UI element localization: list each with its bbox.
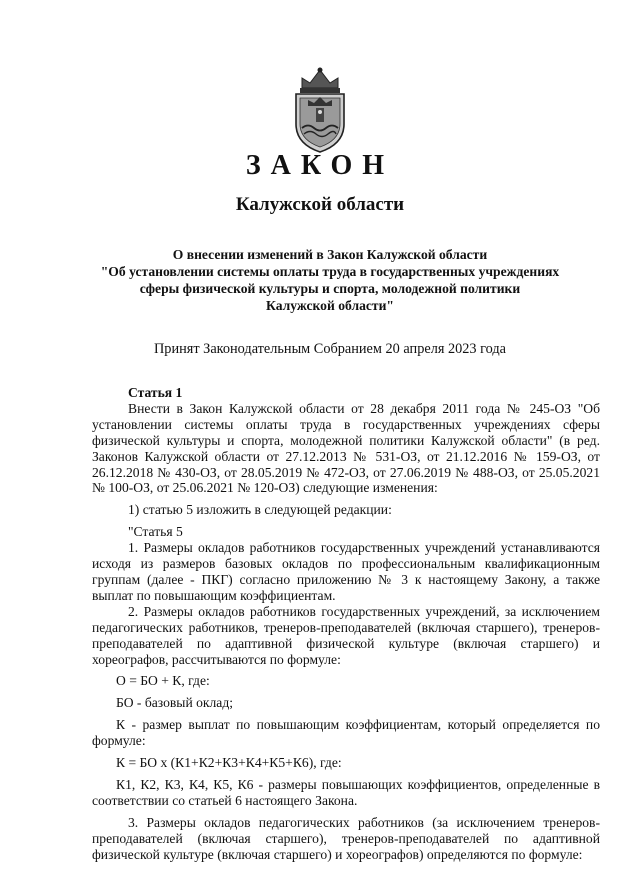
law-heading [60, 246, 600, 314]
formula: О = БО + К, где: [116, 673, 210, 689]
heading-line: "Об установлении системы оплаты труда в государственных учреждениях [100, 264, 560, 279]
paragraph: БО - базовый оклад; [116, 695, 234, 711]
coat-of-arms-emblem [288, 66, 352, 154]
paragraph: 1) статью 5 изложить в следующей редакции: [128, 502, 392, 518]
document-body [92, 385, 600, 862]
paragraph: Внести в Закон Калужской области от 28 декабря 2011 года № 245-ОЗ "Об установлении системы оплаты труда в государственных учреждениях сферы физической культуры и спорта, молодежной политики Калужской области" (в ред. Законов Калужской области от 27.12.2013 № 531-ОЗ, от 21.12.2016 № 159-ОЗ, от 26.12.2018 № 430-ОЗ, от 28.05.2019 № 472-ОЗ, от 27.06.2019 № 488-ОЗ, от 25.05.2021 № 100-ОЗ, от 25.06.2021 № 120-ОЗ) следующие изменения: [92, 400, 600, 496]
heading-line: О внесении изменений в Закон Калужской области [172, 247, 488, 262]
paragraph: К - размер выплат по повышающим коэффициентам, который определяется по формуле: [92, 717, 600, 749]
heading-line: сферы физической культуры и спорта, молодежной политики [139, 281, 521, 296]
paragraph: 1. Размеры окладов работников государственных учреждений устанавливаются исходя из размеров базовых окладов по профессиональным квалификационным группам (далее - ПКГ) согласно приложению № 3 к настоящему Закону, а также выплат по повышающим коэффициентам. [92, 540, 600, 603]
paragraph: 3. Размеры окладов педагогических работников (за исключением тренеров-преподавателей (включая старшего), тренеров-преподавателей по адаптивной физической культуре (включая старшего) и хореографов) определяются по формуле: [92, 814, 600, 862]
paragraph: "Статья 5 [128, 524, 183, 540]
heading-line: Калужской области" [266, 298, 394, 313]
paragraph: К1, К2, К3, К4, К5, К6 - размеры повышающих коэффициентов, определенные в соответствии со статьей 6 настоящего Закона. [92, 776, 600, 808]
document-title: ЗАКОН [245, 150, 395, 181]
document-subtitle: Калужской области [235, 194, 405, 215]
article-title: Статья 1 [128, 385, 183, 400]
formula: К = БО х (К1+К2+К3+К4+К5+К6), где: [116, 755, 342, 771]
adoption-note: Принят Законодательным Собранием 20 апреля 2023 года [153, 341, 507, 357]
paragraph: 2. Размеры окладов работников государственных учреждений, за исключением педагогических работников, тренеров-преподавателей (включая старшего), тренеров-преподавателей по адаптивной физической культуре (включая старшего) и хореографов, рассчитываются по формуле: [92, 603, 600, 667]
